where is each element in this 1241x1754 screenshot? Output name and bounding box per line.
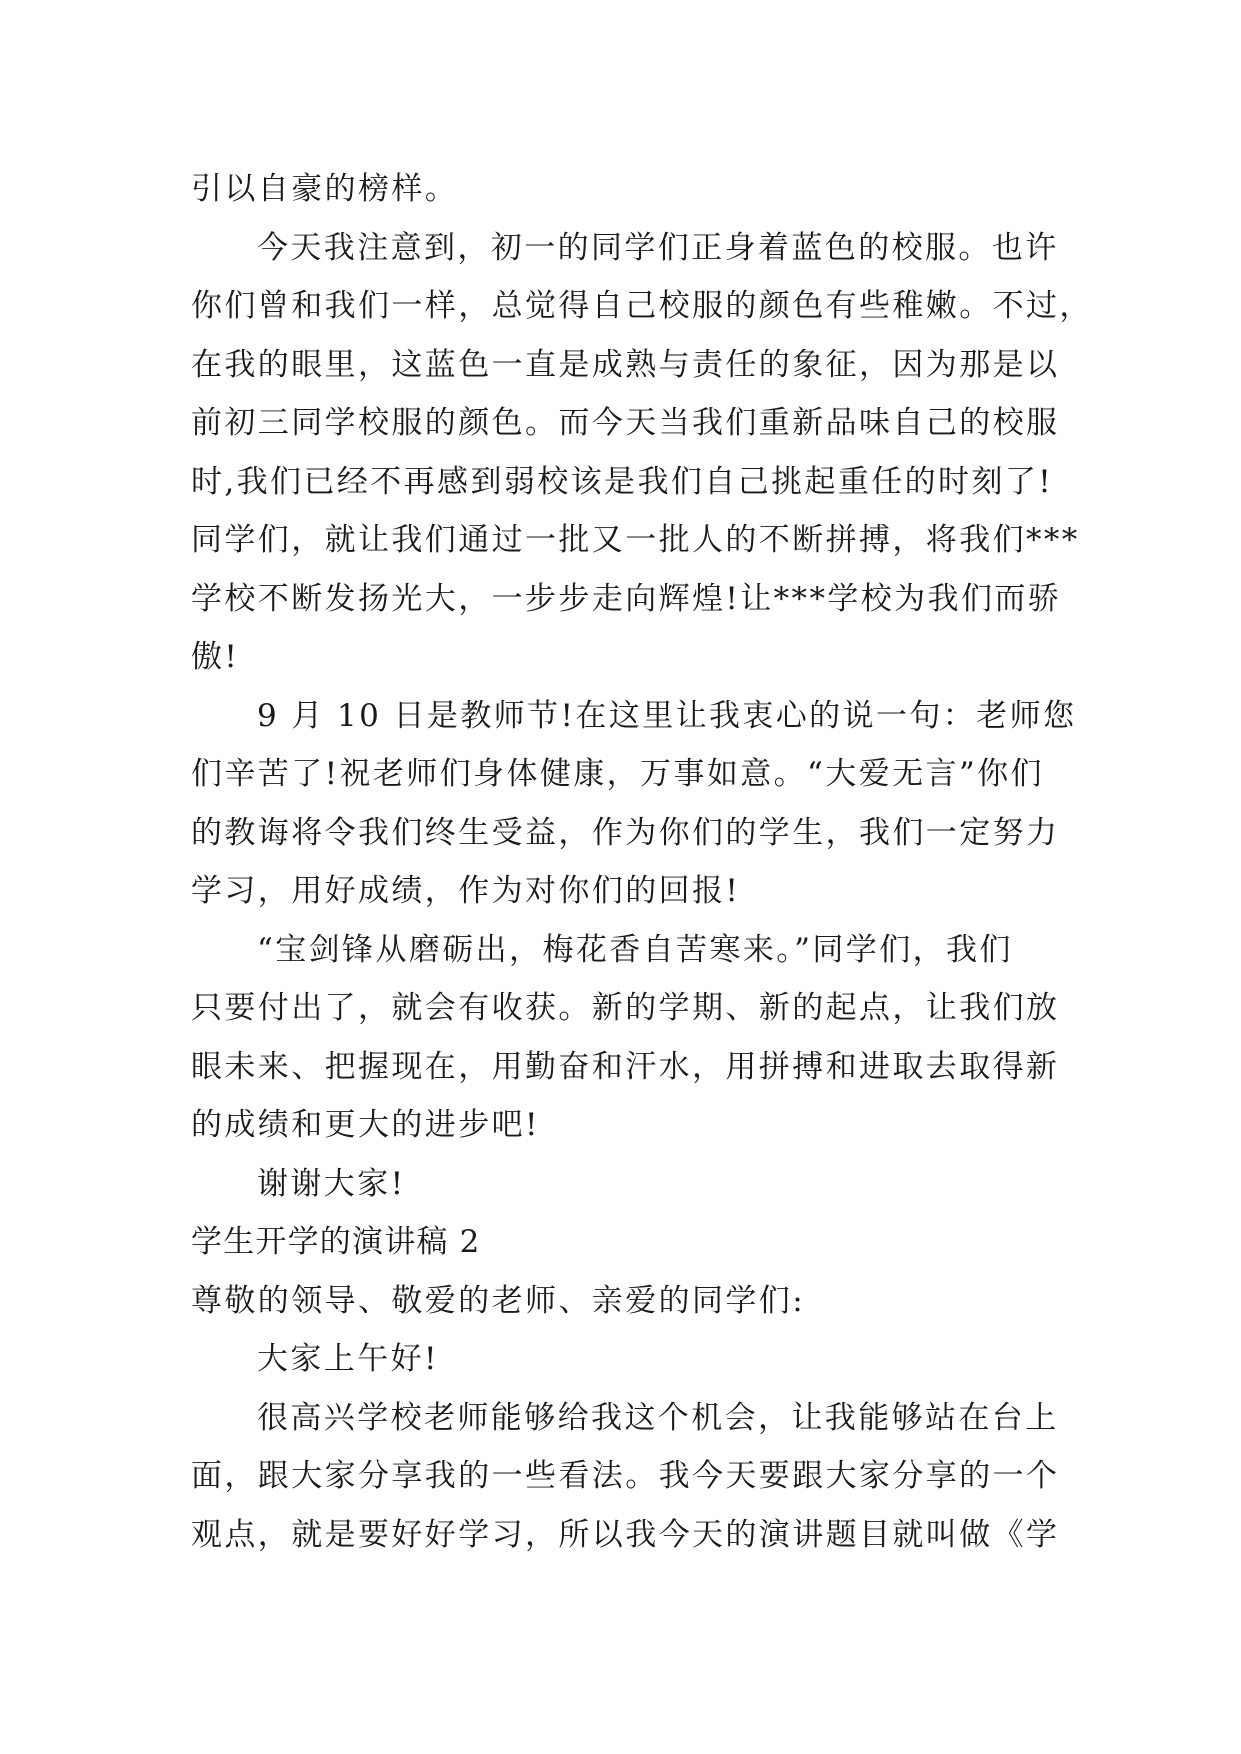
text-line: 傲! [191,639,240,675]
paragraph-start-line: 9 月 10 日是教师节!在这里让我衷心的说一句：老师您 [257,697,1077,734]
text-line: 眼未来、把握现在，用勤奋和汗水，用拼搏和进取去取得新 [191,1048,1060,1085]
document-body [191,160,1093,1564]
text-line: 只要付出了，就会有收获。新的学期、新的起点，让我们放 [191,990,1060,1026]
closing-line: 谢谢大家! [257,1165,406,1202]
text-line: 你们曾和我们一样，总觉得自己校服的颜色有些稚嫩。不过， [191,288,1093,324]
text-line: 观点，就是要好好学习，所以我今天的演讲题目就叫做《学 [191,1516,1060,1553]
text-line: 学习，用好成绩，作为对你们的回报! [191,873,741,909]
text-line: 面，跟大家分享我的一些看法。我今天要跟大家分享的一个 [191,1458,1060,1494]
text-line: 的教诲将令我们终生受益，作为你们的学生，我们一定努力 [191,814,1060,851]
text-line: 同学们，就让我们通过一批又一批人的不断拼搏，将我们*** [191,522,1080,558]
greeting-line: 大家上午好! [257,1341,439,1377]
paragraph-start-line: “宝剑锋从磨砺出，梅花香自苦寒来。”同学们，我们 [257,931,1013,968]
paragraph-start-line: 今天我注意到，初一的同学们正身着蓝色的校服。也许 [257,229,1059,266]
text-line: 的成绩和更大的进步吧! [191,1107,540,1143]
text-line: 引以自豪的榜样。 [191,171,459,207]
paragraph-start-line: 很高兴学校老师能够给我这个机会，让我能够站在台上 [257,1399,1059,1436]
text-line: 学校不断发扬光大，一步步走向辉煌!让***学校为我们而骄 [191,580,1062,617]
salutation-line: 尊敬的领导、敬爱的老师、亲爱的同学们: [191,1282,806,1319]
text-line: 在我的眼里，这蓝色一直是成熟与责任的象征，因为那是以 [191,346,1060,383]
text-line: 们辛苦了!祝老师们身体健康，万事如意。“大爱无言”你们 [191,756,1044,792]
text-line: 时,我们已经不再感到弱校该是我们自己挑起重任的时刻了! [191,463,1054,500]
text-line: 前初三同学校服的颜色。而今天当我们重新品味自己的校服 [191,405,1060,441]
section-title: 学生开学的演讲稿 2 [191,1224,481,1260]
